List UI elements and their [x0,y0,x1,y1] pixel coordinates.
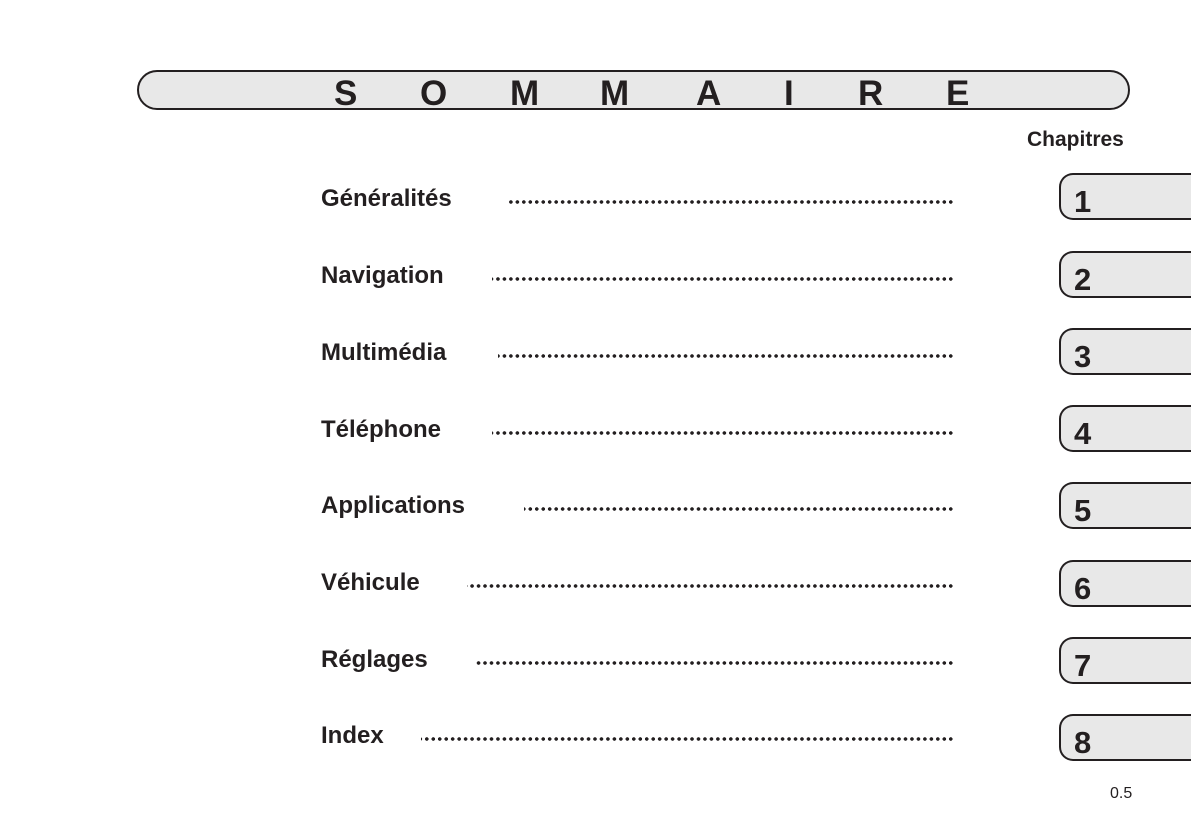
toc-entry-label: Multimédia [321,339,447,366]
chapter-tab-8[interactable] [1059,714,1191,761]
dot-leader [492,431,954,435]
title-letter: O [420,74,448,113]
toc-entry[interactable] [321,646,954,680]
chapter-number: 6 [1074,571,1092,606]
title-bar [137,70,1130,110]
toc-entry[interactable] [321,569,954,603]
title-letter: E [946,74,970,113]
chapter-tab-5[interactable] [1059,482,1191,529]
toc-entry-label: Navigation [321,262,444,289]
dot-leader [421,737,954,741]
title-letter: I [784,74,794,113]
dot-leader [475,661,954,665]
dot-leader [467,584,954,588]
title-letter: S [334,74,358,113]
title-letter: M [510,74,540,113]
title-letter: M [600,74,630,113]
toc-entry[interactable] [321,262,954,296]
dot-leader [498,354,954,358]
toc-entry-label: Généralités [321,185,452,212]
chapter-number: 5 [1074,493,1092,528]
chapter-number: 1 [1074,184,1092,219]
chapter-tab-7[interactable] [1059,637,1191,684]
dot-leader [524,507,954,511]
chapters-heading: Chapitres [1027,128,1124,151]
toc-entry[interactable] [321,185,954,219]
chapter-number: 2 [1074,262,1092,297]
toc-entry-label: Téléphone [321,416,442,443]
title-letter: A [696,74,722,113]
title-letter: R [858,74,884,113]
toc-entry-label: Applications [321,492,466,519]
toc-entry[interactable] [321,416,954,450]
toc-entry[interactable] [321,492,954,526]
dot-leader [508,200,954,204]
chapter-number: 8 [1074,725,1092,760]
chapter-number: 3 [1074,339,1092,374]
toc-entry-label: Véhicule [321,569,420,596]
toc-entry-label: Réglages [321,646,428,673]
page-number: 0.5 [1110,785,1133,802]
toc-entry[interactable] [321,339,954,373]
chapter-tab-1[interactable] [1059,173,1191,220]
chapter-tab-2[interactable] [1059,251,1191,298]
toc-entry-label: Index [321,722,384,749]
chapter-number: 7 [1074,648,1092,683]
chapter-tab-6[interactable] [1059,560,1191,607]
toc-entry[interactable] [321,722,954,756]
dot-leader [492,277,954,281]
chapter-number: 4 [1074,416,1092,451]
chapter-tab-4[interactable] [1059,405,1191,452]
chapter-tab-3[interactable] [1059,328,1191,375]
